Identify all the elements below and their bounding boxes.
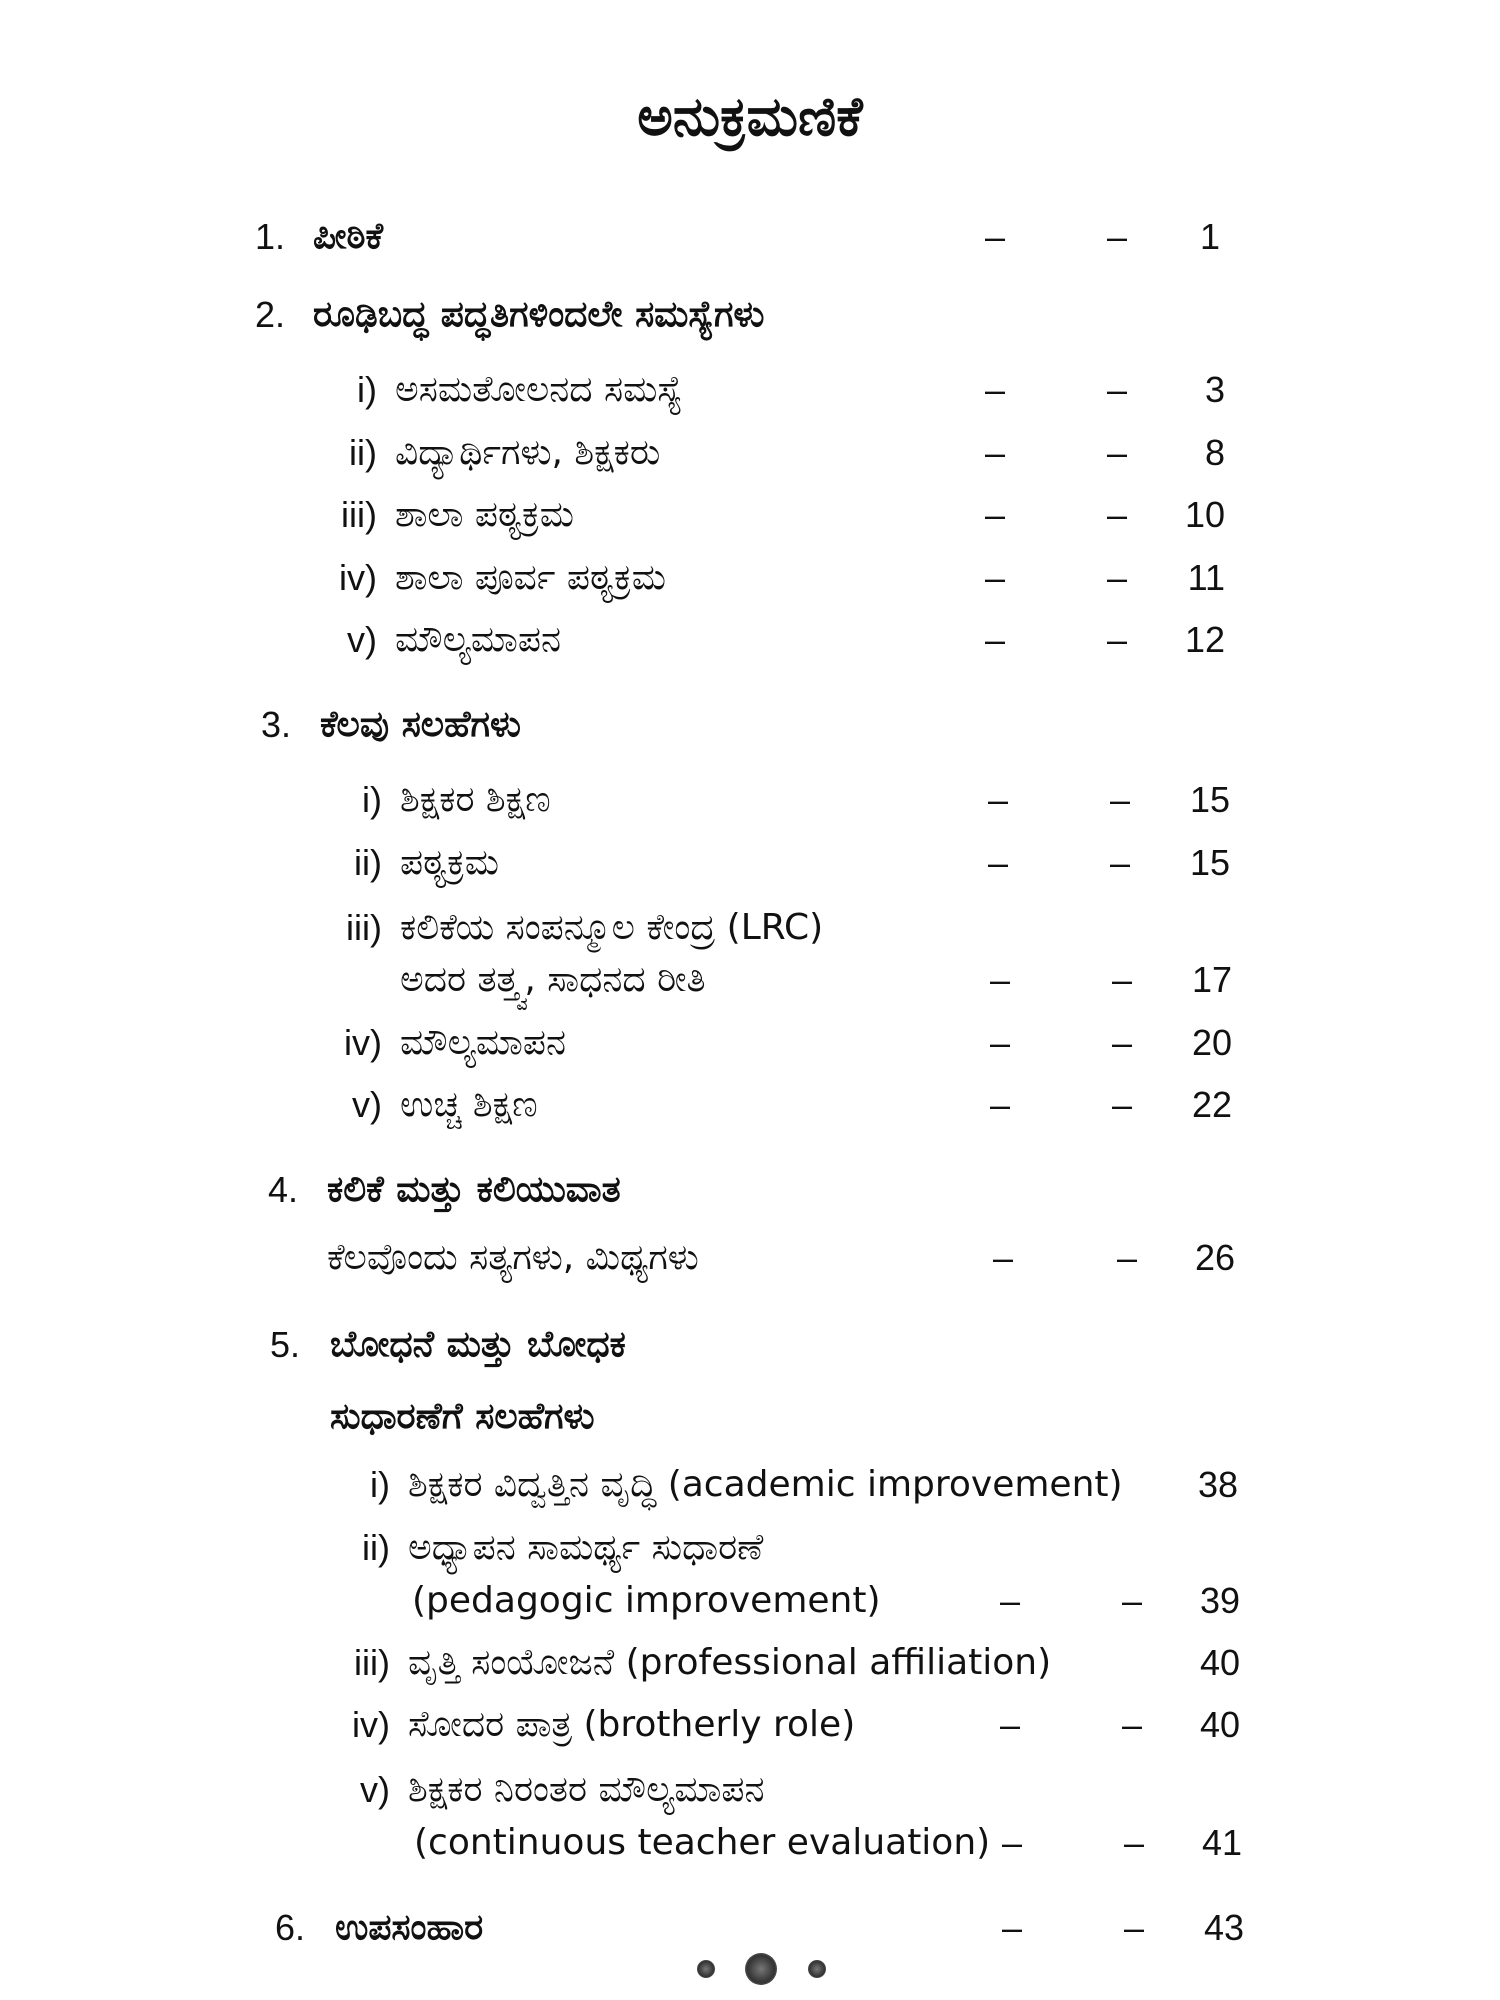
entry-page: 8 xyxy=(1204,432,1225,473)
entry-number: iii) xyxy=(346,907,382,948)
entry-number: iv) xyxy=(344,1022,382,1063)
entry-dash: – xyxy=(1121,1580,1143,1621)
entry-dash: – xyxy=(1001,1822,1023,1863)
entry-page: 10 xyxy=(1184,494,1225,535)
entry-dash: – xyxy=(992,1237,1014,1278)
toc-entry xyxy=(0,1765,1500,1815)
entry-number: i) xyxy=(357,369,377,410)
toc-entry xyxy=(0,1080,1500,1130)
footer-ornament xyxy=(0,1950,1500,1990)
entry-dash: – xyxy=(999,1580,1021,1621)
entry-dash: – xyxy=(1106,432,1128,473)
entry-number: 6. xyxy=(274,1907,305,1948)
entry-page: 38 xyxy=(1197,1464,1238,1505)
entry-dash: – xyxy=(1116,1237,1138,1278)
entry-title: ಶಿಕ್ಷಕರ ವಿದ್ವತ್ತಿನ ವೃದ್ಧಿ (academic improvement) xyxy=(408,1464,1123,1505)
entry-dash: – xyxy=(1121,1704,1143,1745)
entry-number: v) xyxy=(347,619,377,660)
entry-title: ಸುಧಾರಣೆಗೆ ಸಲಹೆಗಳು xyxy=(330,1396,595,1437)
entry-number: v) xyxy=(352,1084,382,1125)
entry-title: ಕೆಲವು ಸಲಹೆಗಳು xyxy=(320,704,521,745)
entry-title: ಮೌಲ್ಯಮಾಪನ xyxy=(400,1022,566,1063)
entry-number: ii) xyxy=(362,1527,390,1568)
entry-number: iii) xyxy=(341,494,377,535)
entry-dash: – xyxy=(1001,1907,1023,1948)
entry-dash: – xyxy=(999,1704,1021,1745)
entry-number: v) xyxy=(360,1769,390,1810)
entry-dash: – xyxy=(1123,1822,1145,1863)
toc-entry xyxy=(0,700,1500,750)
toc-entry xyxy=(0,1638,1500,1688)
toc-entry xyxy=(0,615,1500,665)
entry-dash: – xyxy=(1106,369,1128,410)
entry-title: (continuous teacher evaluation) xyxy=(414,1822,991,1863)
entry-dash: – xyxy=(1111,1084,1133,1125)
entry-dash: – xyxy=(989,1084,1011,1125)
entry-number: i) xyxy=(370,1464,390,1505)
entry-number: iii) xyxy=(354,1642,390,1683)
entry-dash: – xyxy=(1106,216,1128,257)
entry-dash: – xyxy=(1111,959,1133,1000)
entry-number: ii) xyxy=(354,842,382,883)
entry-number: 4. xyxy=(267,1169,298,1210)
entry-page: 20 xyxy=(1191,1022,1232,1063)
ornament-dot-icon xyxy=(808,1960,826,1978)
toc-entry xyxy=(0,1233,1500,1283)
page-title: ಅನುಕ್ರಮಣಿಕೆ xyxy=(637,85,863,148)
entry-page: 11 xyxy=(1187,557,1225,598)
entry-page: 17 xyxy=(1191,959,1232,1000)
entry-number: ii) xyxy=(349,432,377,473)
toc-entry xyxy=(0,1818,1500,1868)
entry-title: ಕೆಲವೊಂದು ಸತ್ಯಗಳು, ಮಿಥ್ಯಗಳು xyxy=(327,1237,699,1278)
toc-entry xyxy=(0,212,1500,262)
toc-entry xyxy=(0,903,1500,953)
entry-number: iv) xyxy=(352,1704,390,1745)
entry-title: ಅಸಮತೋಲನದ ಸಮಸ್ಯೆ xyxy=(395,369,683,410)
entry-title: ಪೀಠಿಕೆ xyxy=(313,216,384,257)
entry-dash: – xyxy=(1111,1022,1133,1063)
toc-entry xyxy=(0,428,1500,478)
toc-entry xyxy=(0,838,1500,888)
toc-entry xyxy=(0,365,1500,415)
toc-entry xyxy=(0,290,1500,340)
toc-entry xyxy=(0,1018,1500,1068)
entry-number: 2. xyxy=(254,294,285,335)
entry-page: 22 xyxy=(1191,1084,1232,1125)
entry-dash: – xyxy=(989,1022,1011,1063)
entry-dash: – xyxy=(984,432,1006,473)
entry-dash: – xyxy=(987,842,1009,883)
entry-page: 12 xyxy=(1184,619,1225,660)
entry-dash: – xyxy=(984,369,1006,410)
entry-page: 26 xyxy=(1194,1237,1235,1278)
entry-title: ಅಧ್ಯಾಪನ ಸಾಮರ್ಥ್ಯ ಸುಧಾರಣೆ xyxy=(408,1527,764,1568)
entry-title: ಉಪಸಂಹಾರ xyxy=(335,1907,484,1948)
entry-title: ಪಠ್ಯಕ್ರಮ xyxy=(400,842,500,883)
entry-title: ಮೌಲ್ಯಮಾಪನ xyxy=(395,619,561,660)
entry-title: ಉಚ್ಚ ಶಿಕ್ಷಣ xyxy=(400,1084,538,1125)
entry-dash: – xyxy=(984,216,1006,257)
toc-entry xyxy=(0,1700,1500,1750)
entry-dash: – xyxy=(1109,842,1131,883)
entry-dash: – xyxy=(1123,1907,1145,1948)
ornament-dot-icon xyxy=(697,1960,715,1978)
entry-page: 1 xyxy=(1199,216,1220,257)
entry-number: 5. xyxy=(269,1324,300,1365)
entry-number: 3. xyxy=(260,704,291,745)
entry-page: 41 xyxy=(1201,1822,1242,1863)
entry-title: ಸೋದರ ಪಾತ್ರ (brotherly role) xyxy=(408,1704,856,1745)
entry-title: ಬೋಧನೆ ಮತ್ತು ಬೋಧಕ xyxy=(330,1324,626,1365)
toc-entry xyxy=(0,1523,1500,1573)
entry-title: ವಿದ್ಯಾರ್ಥಿಗಳು, ಶಿಕ್ಷಕರು xyxy=(395,432,661,473)
entry-page: 3 xyxy=(1204,369,1225,410)
entry-number: 1. xyxy=(254,216,285,257)
entry-dash: – xyxy=(1106,494,1128,535)
entry-title: (pedagogic improvement) xyxy=(412,1580,881,1621)
entry-page: 43 xyxy=(1203,1907,1244,1948)
entry-title: ಶಿಕ್ಷಕರ ನಿರಂತರ ಮೌಲ್ಯಮಾಪನ xyxy=(408,1769,765,1810)
toc-entry xyxy=(0,775,1500,825)
entry-title: ಶಿಕ್ಷಕರ ಶಿಕ್ಷಣ xyxy=(400,779,551,820)
toc-entry xyxy=(0,1460,1500,1510)
toc-entry xyxy=(0,1320,1500,1370)
entry-dash: – xyxy=(987,779,1009,820)
toc-entry xyxy=(0,1576,1500,1626)
ornament-dot-icon xyxy=(745,1953,777,1985)
entry-number: iv) xyxy=(339,557,377,598)
entry-dash: – xyxy=(1106,557,1128,598)
entry-page: 15 xyxy=(1189,779,1230,820)
toc-entry xyxy=(0,1903,1500,1953)
entry-dash: – xyxy=(984,494,1006,535)
entry-dash: – xyxy=(984,557,1006,598)
entry-dash: – xyxy=(1106,619,1128,660)
entry-title: ವೃತ್ತಿ ಸಂಯೋಜನೆ (professional affiliation) xyxy=(408,1642,1052,1683)
toc-entry xyxy=(0,955,1500,1005)
entry-page: 40 xyxy=(1199,1704,1240,1745)
entry-title: ಕಲಿಕೆಯ ಸಂಪನ್ಮೂಲ ಕೇಂದ್ರ (LRC) xyxy=(400,907,824,948)
entry-title: ಶಾಲಾ ಪಠ್ಯಕ್ರಮ xyxy=(395,494,574,535)
entry-page: 15 xyxy=(1189,842,1230,883)
toc-entry xyxy=(0,490,1500,540)
entry-number: i) xyxy=(362,779,382,820)
entry-dash: – xyxy=(1109,779,1131,820)
entry-title: ಅದರ ತತ್ತ್ವ, ಸಾಧನದ ರೀತಿ xyxy=(400,959,706,1000)
entry-dash: – xyxy=(984,619,1006,660)
toc-entry xyxy=(0,1165,1500,1215)
entry-title: ಶಾಲಾ ಪೂರ್ವ ಪಠ್ಯಕ್ರಮ xyxy=(395,557,666,598)
toc-entry xyxy=(0,1392,1500,1442)
entry-title: ರೂಢಿಬದ್ಧ ಪದ್ಧತಿಗಳಿಂದಲೇ ಸಮಸ್ಯೆಗಳು xyxy=(313,294,765,335)
entry-dash: – xyxy=(989,959,1011,1000)
entry-page: 40 xyxy=(1199,1642,1240,1683)
toc-entry xyxy=(0,553,1500,603)
entry-page: 39 xyxy=(1199,1580,1240,1621)
entry-title: ಕಲಿಕೆ ಮತ್ತು ಕಲಿಯುವಾತ xyxy=(327,1169,621,1210)
